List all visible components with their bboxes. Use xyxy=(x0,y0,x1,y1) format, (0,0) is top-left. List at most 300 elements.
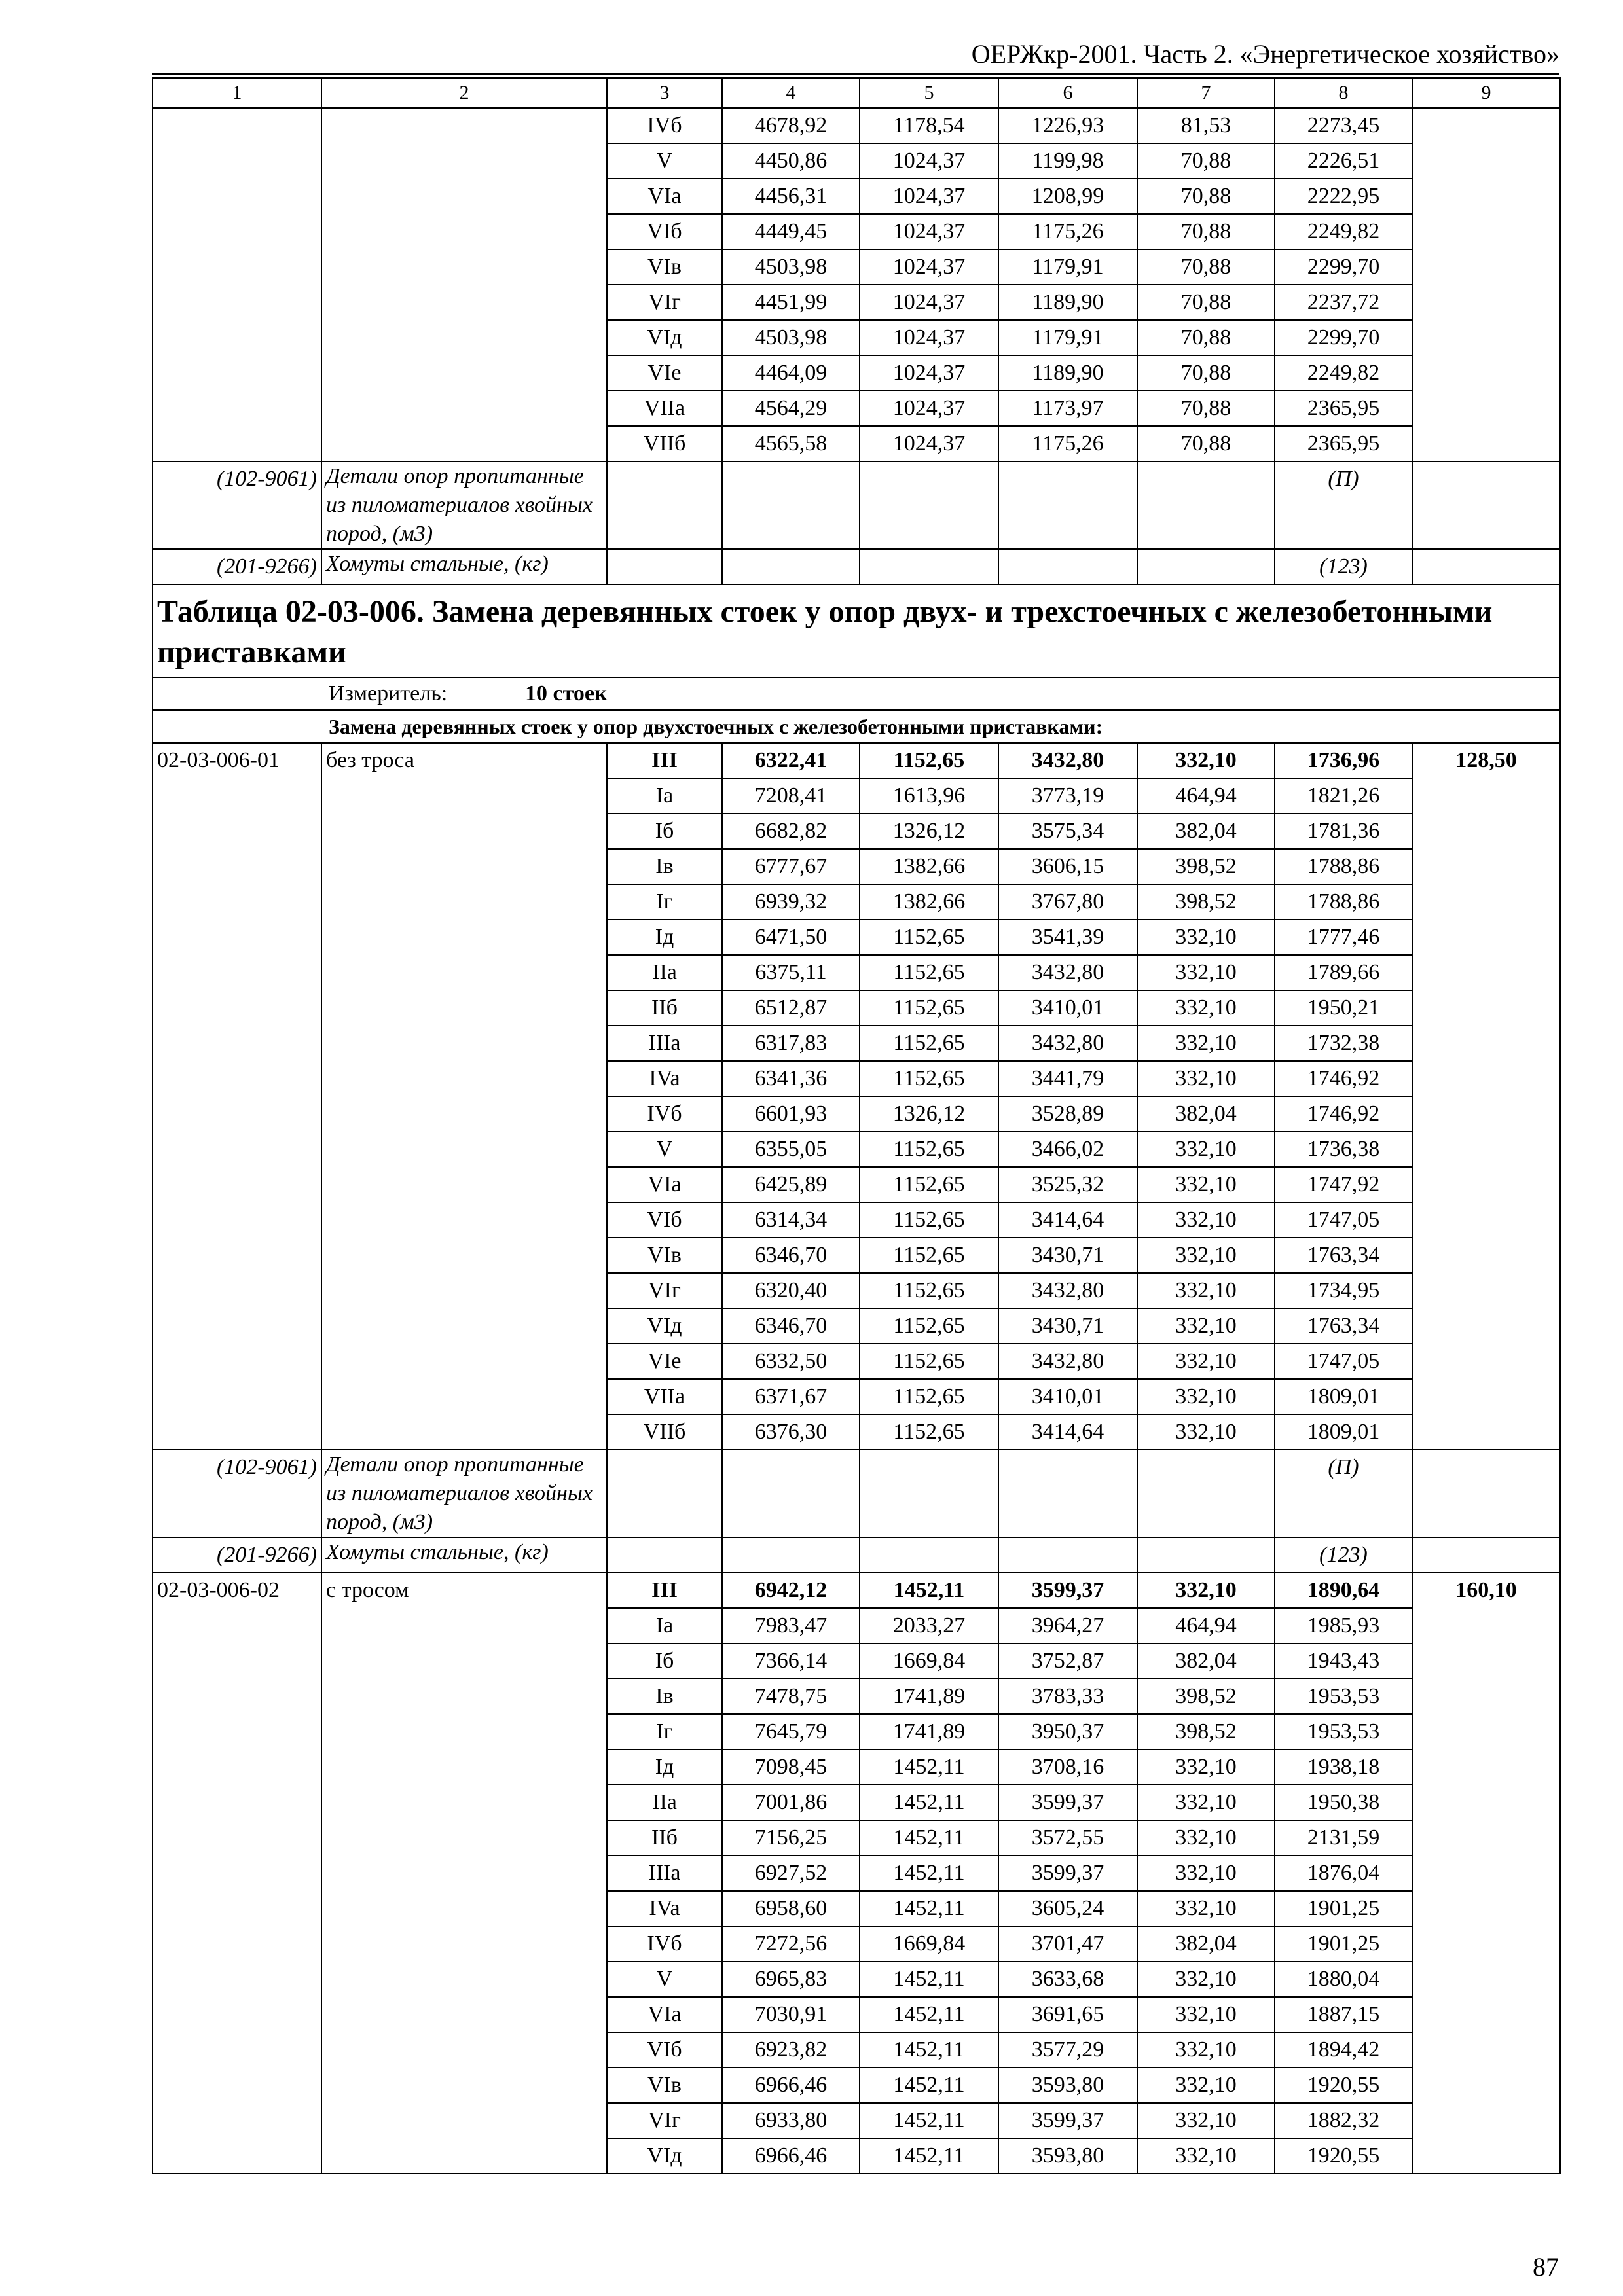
value-cell: 4564,29 xyxy=(722,391,860,426)
value-cell: 3599,37 xyxy=(998,1856,1137,1891)
resource-value: (П) xyxy=(1275,1450,1412,1537)
value-cell: 332,10 xyxy=(1137,955,1275,990)
value-cell: 1821,26 xyxy=(1275,778,1412,814)
column-number: 3 xyxy=(607,78,722,108)
value-cell: 1452,11 xyxy=(860,2032,998,2068)
value-cell: 1152,65 xyxy=(860,990,998,1026)
zone-cell: VIд xyxy=(607,320,722,355)
value-cell: 332,10 xyxy=(1137,1167,1275,1202)
value-cell: 332,10 xyxy=(1137,990,1275,1026)
rate-name: с тросом xyxy=(321,1573,607,2174)
value-cell: 398,52 xyxy=(1137,1714,1275,1749)
value-cell: 4450,86 xyxy=(722,143,860,179)
column-number: 2 xyxy=(321,78,607,108)
value-cell: 332,10 xyxy=(1137,743,1275,778)
value-cell: 1953,53 xyxy=(1275,1714,1412,1749)
zone-cell: Iд xyxy=(607,920,722,955)
value-cell: 1950,21 xyxy=(1275,990,1412,1026)
value-cell: 398,52 xyxy=(1137,884,1275,920)
value-cell: 1152,65 xyxy=(860,1061,998,1096)
value-cell: 1452,11 xyxy=(860,1856,998,1891)
value-cell: 3577,29 xyxy=(998,2032,1137,2068)
zone-cell: VIIб xyxy=(607,1414,722,1450)
value-cell: 382,04 xyxy=(1137,814,1275,849)
value-cell: 3599,37 xyxy=(998,1785,1137,1820)
zone-cell: VIe xyxy=(607,355,722,391)
value-cell: 7366,14 xyxy=(722,1643,860,1679)
table-row xyxy=(153,1573,1560,1608)
value-cell: 70,88 xyxy=(1137,391,1275,426)
value-cell: 1452,11 xyxy=(860,1573,998,1608)
value-cell: 4456,31 xyxy=(722,179,860,214)
value-cell: 3432,80 xyxy=(998,955,1137,990)
value-cell: 3432,80 xyxy=(998,1026,1137,1061)
value-cell: 1152,65 xyxy=(860,1238,998,1273)
value-cell: 2249,82 xyxy=(1275,355,1412,391)
value-cell: 3593,80 xyxy=(998,2068,1137,2103)
resource-name: Детали опор пропитанные из пиломатериалов хвойных пород, (м3) xyxy=(321,461,607,549)
zone-cell: Iв xyxy=(607,849,722,884)
value-cell: 1152,65 xyxy=(860,1167,998,1202)
value-cell: 6314,34 xyxy=(722,1202,860,1238)
value-cell: 7098,45 xyxy=(722,1749,860,1785)
value-cell: 3691,65 xyxy=(998,1997,1137,2032)
value-cell: 6346,70 xyxy=(722,1308,860,1344)
value-cell: 1777,46 xyxy=(1275,920,1412,955)
value-cell: 1326,12 xyxy=(860,1096,998,1132)
value-cell: 1452,11 xyxy=(860,1820,998,1856)
value-cell: 6965,83 xyxy=(722,1962,860,1997)
zone-cell: VIг xyxy=(607,2103,722,2138)
column-number: 8 xyxy=(1275,78,1412,108)
value-cell: 3575,34 xyxy=(998,814,1137,849)
value-cell: 4565,58 xyxy=(722,426,860,461)
zone-cell: VIIa xyxy=(607,391,722,426)
value-cell: 1452,11 xyxy=(860,2138,998,2174)
value-cell: 1890,64 xyxy=(1275,1573,1412,1608)
value-cell: 1741,89 xyxy=(860,1714,998,1749)
value-cell: 7478,75 xyxy=(722,1679,860,1714)
value-cell: 6939,32 xyxy=(722,884,860,920)
value-cell: 382,04 xyxy=(1137,1096,1275,1132)
zone-cell: III xyxy=(607,743,722,778)
value-cell: 3606,15 xyxy=(998,849,1137,884)
resource-code: (201-9266) xyxy=(153,1537,321,1573)
column-number-row xyxy=(153,78,1560,108)
value-cell: 2237,72 xyxy=(1275,285,1412,320)
value-cell: 464,94 xyxy=(1137,1608,1275,1643)
resource-name: Хомуты стальные, (кг) xyxy=(321,1537,607,1573)
zone-cell: VIa xyxy=(607,1997,722,2032)
page-header: ОЕРЖкр-2001. Часть 2. «Энергетическое хозяйство» xyxy=(971,39,1559,69)
value-cell: 1024,37 xyxy=(860,249,998,285)
zone-cell: VIIб xyxy=(607,426,722,461)
table-title-row xyxy=(153,584,1560,677)
value-cell: 1781,36 xyxy=(1275,814,1412,849)
value-cell: 1189,90 xyxy=(998,355,1137,391)
value-cell: 70,88 xyxy=(1137,426,1275,461)
value-cell: 332,10 xyxy=(1137,1820,1275,1856)
value-cell: 3430,71 xyxy=(998,1238,1137,1273)
value-cell: 1024,37 xyxy=(860,355,998,391)
resource-code: (102-9061) xyxy=(153,461,321,549)
zone-cell: VIa xyxy=(607,179,722,214)
value-cell: 6923,82 xyxy=(722,2032,860,2068)
value-cell: 70,88 xyxy=(1137,355,1275,391)
value-cell: 6942,12 xyxy=(722,1573,860,1608)
zone-cell: IIa xyxy=(607,1785,722,1820)
value-cell: 1789,66 xyxy=(1275,955,1412,990)
value-cell: 1747,92 xyxy=(1275,1167,1412,1202)
value-cell: 1746,92 xyxy=(1275,1061,1412,1096)
zone-cell: VIд xyxy=(607,2138,722,2174)
value-cell: 1880,04 xyxy=(1275,1962,1412,1997)
value-cell: 3605,24 xyxy=(998,1891,1137,1926)
column-number: 4 xyxy=(722,78,860,108)
value-cell: 6512,87 xyxy=(722,990,860,1026)
value-cell: 6320,40 xyxy=(722,1273,860,1308)
resource-value: (П) xyxy=(1275,461,1412,549)
value-cell: 1943,43 xyxy=(1275,1643,1412,1679)
value-cell: 1152,65 xyxy=(860,1379,998,1414)
value-cell: 6682,82 xyxy=(722,814,860,849)
value-cell: 1024,37 xyxy=(860,214,998,249)
rate-code: 02-03-006-01 xyxy=(153,743,321,1450)
resource-value: (123) xyxy=(1275,1537,1412,1573)
zone-cell: IIIa xyxy=(607,1856,722,1891)
value-cell: 3432,80 xyxy=(998,1344,1137,1379)
value-cell: 3414,64 xyxy=(998,1414,1137,1450)
zone-cell: VIв xyxy=(607,249,722,285)
value-cell: 1452,11 xyxy=(860,1749,998,1785)
value-cell: 1382,66 xyxy=(860,849,998,884)
zone-cell: Iг xyxy=(607,1714,722,1749)
value-cell: 6317,83 xyxy=(722,1026,860,1061)
value-cell: 1152,65 xyxy=(860,1026,998,1061)
value-cell: 1452,11 xyxy=(860,1997,998,2032)
value-cell: 1736,38 xyxy=(1275,1132,1412,1167)
value-cell: 1226,93 xyxy=(998,108,1137,143)
name-cell xyxy=(321,108,607,461)
table-row xyxy=(153,108,1560,143)
value-cell: 7272,56 xyxy=(722,1926,860,1962)
value-cell: 4503,98 xyxy=(722,320,860,355)
value-cell: 6322,41 xyxy=(722,743,860,778)
zone-cell: IIIa xyxy=(607,1026,722,1061)
value-cell: 1920,55 xyxy=(1275,2138,1412,2174)
value-cell: 1179,91 xyxy=(998,320,1137,355)
value-cell: 2365,95 xyxy=(1275,391,1412,426)
zone-cell: VIг xyxy=(607,285,722,320)
value-cell: 1175,26 xyxy=(998,214,1137,249)
labor-cell: 128,50 xyxy=(1412,743,1560,1450)
zone-cell: III xyxy=(607,1573,722,1608)
value-cell: 1152,65 xyxy=(860,1308,998,1344)
value-cell: 3752,87 xyxy=(998,1643,1137,1679)
value-cell: 382,04 xyxy=(1137,1926,1275,1962)
zone-cell: VIe xyxy=(607,1344,722,1379)
value-cell: 7983,47 xyxy=(722,1608,860,1643)
column-number: 9 xyxy=(1412,78,1560,108)
column-number: 1 xyxy=(153,78,321,108)
value-cell: 1189,90 xyxy=(998,285,1137,320)
zone-cell: IIa xyxy=(607,955,722,990)
value-cell: 7208,41 xyxy=(722,778,860,814)
value-cell: 1746,92 xyxy=(1275,1096,1412,1132)
value-cell: 6376,30 xyxy=(722,1414,860,1450)
value-cell: 70,88 xyxy=(1137,179,1275,214)
value-cell: 4503,98 xyxy=(722,249,860,285)
section-row xyxy=(153,710,1560,743)
zone-cell: VIa xyxy=(607,1167,722,1202)
value-cell: 332,10 xyxy=(1137,1344,1275,1379)
value-cell: 6966,46 xyxy=(722,2068,860,2103)
value-cell: 332,10 xyxy=(1137,1749,1275,1785)
value-cell: 1452,11 xyxy=(860,1962,998,1997)
column-number: 7 xyxy=(1137,78,1275,108)
value-cell: 1024,37 xyxy=(860,143,998,179)
value-cell: 6341,36 xyxy=(722,1061,860,1096)
value-cell: 1809,01 xyxy=(1275,1414,1412,1450)
meter-value: 10 стоек xyxy=(525,681,608,706)
value-cell: 1734,95 xyxy=(1275,1273,1412,1308)
value-cell: 2249,82 xyxy=(1275,214,1412,249)
value-cell: 332,10 xyxy=(1137,2138,1275,2174)
value-cell: 1669,84 xyxy=(860,1643,998,1679)
value-cell: 4449,45 xyxy=(722,214,860,249)
value-cell: 1452,11 xyxy=(860,1891,998,1926)
value-cell: 1452,11 xyxy=(860,2068,998,2103)
value-cell: 1953,53 xyxy=(1275,1679,1412,1714)
price-table xyxy=(152,77,1561,2174)
value-cell: 4451,99 xyxy=(722,285,860,320)
value-cell: 332,10 xyxy=(1137,1202,1275,1238)
note-row xyxy=(153,549,1560,584)
value-cell: 1173,97 xyxy=(998,391,1137,426)
value-cell: 332,10 xyxy=(1137,1573,1275,1608)
value-cell: 1152,65 xyxy=(860,955,998,990)
value-cell: 1788,86 xyxy=(1275,884,1412,920)
value-cell: 1179,91 xyxy=(998,249,1137,285)
zone-cell: VIб xyxy=(607,2032,722,2068)
value-cell: 3466,02 xyxy=(998,1132,1137,1167)
value-cell: 70,88 xyxy=(1137,249,1275,285)
zone-cell: Ia xyxy=(607,1608,722,1643)
value-cell: 3410,01 xyxy=(998,990,1137,1026)
zone-cell: V xyxy=(607,143,722,179)
value-cell: 1736,96 xyxy=(1275,743,1412,778)
column-number: 6 xyxy=(998,78,1137,108)
value-cell: 1024,37 xyxy=(860,179,998,214)
value-cell: 1152,65 xyxy=(860,920,998,955)
value-cell: 4678,92 xyxy=(722,108,860,143)
value-cell: 2299,70 xyxy=(1275,320,1412,355)
zone-cell: V xyxy=(607,1962,722,1997)
value-cell: 1747,05 xyxy=(1275,1202,1412,1238)
value-cell: 3410,01 xyxy=(998,1379,1137,1414)
value-cell: 332,10 xyxy=(1137,1132,1275,1167)
value-cell: 4464,09 xyxy=(722,355,860,391)
table-title: Таблица 02-03-006. Замена деревянных стоек у опор двух- и трехстоечных с железобетонными приставками xyxy=(153,584,1560,677)
zone-cell: Iг xyxy=(607,884,722,920)
value-cell: 1747,05 xyxy=(1275,1344,1412,1379)
value-cell: 1152,65 xyxy=(860,1202,998,1238)
value-cell: 332,10 xyxy=(1137,2068,1275,2103)
value-cell: 70,88 xyxy=(1137,143,1275,179)
zone-cell: V xyxy=(607,1132,722,1167)
note-row xyxy=(153,1450,1560,1537)
resource-value: (123) xyxy=(1275,549,1412,584)
value-cell: 3599,37 xyxy=(998,2103,1137,2138)
table-row xyxy=(153,743,1560,778)
value-cell: 332,10 xyxy=(1137,2032,1275,2068)
value-cell: 6958,60 xyxy=(722,1891,860,1926)
column-number: 5 xyxy=(860,78,998,108)
value-cell: 1901,25 xyxy=(1275,1891,1412,1926)
value-cell: 332,10 xyxy=(1137,1414,1275,1450)
value-cell: 2226,51 xyxy=(1275,143,1412,179)
value-cell: 1894,42 xyxy=(1275,2032,1412,2068)
value-cell: 6355,05 xyxy=(722,1132,860,1167)
value-cell: 3950,37 xyxy=(998,1714,1137,1749)
value-cell: 1732,38 xyxy=(1275,1026,1412,1061)
value-cell: 1326,12 xyxy=(860,814,998,849)
value-cell: 7156,25 xyxy=(722,1820,860,1856)
zone-cell: VIд xyxy=(607,1308,722,1344)
value-cell: 3633,68 xyxy=(998,1962,1137,1997)
value-cell: 1887,15 xyxy=(1275,1997,1412,2032)
value-cell: 332,10 xyxy=(1137,1273,1275,1308)
value-cell: 464,94 xyxy=(1137,778,1275,814)
value-cell: 2299,70 xyxy=(1275,249,1412,285)
value-cell: 1452,11 xyxy=(860,2103,998,2138)
value-cell: 6927,52 xyxy=(722,1856,860,1891)
value-cell: 7001,86 xyxy=(722,1785,860,1820)
zone-cell: Ia xyxy=(607,778,722,814)
value-cell: 3599,37 xyxy=(998,1573,1137,1608)
zone-cell: Iв xyxy=(607,1679,722,1714)
value-cell: 332,10 xyxy=(1137,1238,1275,1273)
zone-cell: VIб xyxy=(607,214,722,249)
page-number: 87 xyxy=(1533,2252,1559,2282)
zone-cell: IIб xyxy=(607,990,722,1026)
meter-row xyxy=(153,677,1560,710)
value-cell: 382,04 xyxy=(1137,1643,1275,1679)
value-cell: 332,10 xyxy=(1137,920,1275,955)
value-cell: 332,10 xyxy=(1137,2103,1275,2138)
value-cell: 398,52 xyxy=(1137,849,1275,884)
value-cell: 3541,39 xyxy=(998,920,1137,955)
value-cell: 81,53 xyxy=(1137,108,1275,143)
zone-cell: IVб xyxy=(607,1926,722,1962)
value-cell: 2033,27 xyxy=(860,1608,998,1643)
value-cell: 398,52 xyxy=(1137,1679,1275,1714)
value-cell: 1152,65 xyxy=(860,1414,998,1450)
zone-cell: VIб xyxy=(607,1202,722,1238)
rate-name: без троса xyxy=(321,743,607,1450)
value-cell: 332,10 xyxy=(1137,1061,1275,1096)
value-cell: 332,10 xyxy=(1137,1026,1275,1061)
value-cell: 1024,37 xyxy=(860,426,998,461)
value-cell: 6332,50 xyxy=(722,1344,860,1379)
value-cell: 1788,86 xyxy=(1275,849,1412,884)
value-cell: 1882,32 xyxy=(1275,2103,1412,2138)
value-cell: 1024,37 xyxy=(860,320,998,355)
resource-name: Детали опор пропитанные из пиломатериалов хвойных пород, (м3) xyxy=(321,1450,607,1537)
value-cell: 1613,96 xyxy=(860,778,998,814)
value-cell: 6346,70 xyxy=(722,1238,860,1273)
resource-code: (102-9061) xyxy=(153,1450,321,1537)
rate-code: 02-03-006-02 xyxy=(153,1573,321,2174)
value-cell: 70,88 xyxy=(1137,214,1275,249)
zone-cell: VIв xyxy=(607,2068,722,2103)
meter-cell xyxy=(153,677,1560,710)
value-cell: 3441,79 xyxy=(998,1061,1137,1096)
zone-cell: IVб xyxy=(607,1096,722,1132)
value-cell: 1763,34 xyxy=(1275,1308,1412,1344)
value-cell: 6371,67 xyxy=(722,1379,860,1414)
value-cell: 1950,38 xyxy=(1275,1785,1412,1820)
value-cell: 6933,80 xyxy=(722,2103,860,2138)
value-cell: 6966,46 xyxy=(722,2138,860,2174)
zone-cell: IVa xyxy=(607,1061,722,1096)
value-cell: 2222,95 xyxy=(1275,179,1412,214)
value-cell: 2131,59 xyxy=(1275,1820,1412,1856)
code-cell xyxy=(153,108,321,461)
value-cell: 3701,47 xyxy=(998,1926,1137,1962)
value-cell: 3525,32 xyxy=(998,1167,1137,1202)
value-cell: 6777,67 xyxy=(722,849,860,884)
value-cell: 332,10 xyxy=(1137,1962,1275,1997)
value-cell: 1452,11 xyxy=(860,1785,998,1820)
value-cell: 3430,71 xyxy=(998,1308,1137,1344)
zone-cell: VIIa xyxy=(607,1379,722,1414)
value-cell: 3414,64 xyxy=(998,1202,1137,1238)
value-cell: 332,10 xyxy=(1137,1379,1275,1414)
value-cell: 3773,19 xyxy=(998,778,1137,814)
resource-code: (201-9266) xyxy=(153,549,321,584)
value-cell: 332,10 xyxy=(1137,1856,1275,1891)
value-cell: 1178,54 xyxy=(860,108,998,143)
zone-cell: IIб xyxy=(607,1820,722,1856)
value-cell: 3572,55 xyxy=(998,1820,1137,1856)
labor-cell: 160,10 xyxy=(1412,1573,1560,2174)
value-cell: 1152,65 xyxy=(860,1344,998,1379)
value-cell: 6425,89 xyxy=(722,1167,860,1202)
value-cell: 332,10 xyxy=(1137,1997,1275,2032)
value-cell: 3528,89 xyxy=(998,1096,1137,1132)
value-cell: 1876,04 xyxy=(1275,1856,1412,1891)
value-cell: 1382,66 xyxy=(860,884,998,920)
value-cell: 1024,37 xyxy=(860,285,998,320)
value-cell: 1920,55 xyxy=(1275,2068,1412,2103)
value-cell: 6375,11 xyxy=(722,955,860,990)
resource-name: Хомуты стальные, (кг) xyxy=(321,549,607,584)
value-cell: 1809,01 xyxy=(1275,1379,1412,1414)
value-cell: 3708,16 xyxy=(998,1749,1137,1785)
labor-cell xyxy=(1412,108,1560,461)
value-cell: 7030,91 xyxy=(722,1997,860,2032)
value-cell: 3593,80 xyxy=(998,2138,1137,2174)
zone-cell: VIв xyxy=(607,1238,722,1273)
value-cell: 332,10 xyxy=(1137,1308,1275,1344)
zone-cell: VIг xyxy=(607,1273,722,1308)
value-cell: 2273,45 xyxy=(1275,108,1412,143)
zone-cell: Iб xyxy=(607,814,722,849)
value-cell: 1152,65 xyxy=(860,1273,998,1308)
value-cell: 1152,65 xyxy=(860,1132,998,1167)
value-cell: 70,88 xyxy=(1137,285,1275,320)
